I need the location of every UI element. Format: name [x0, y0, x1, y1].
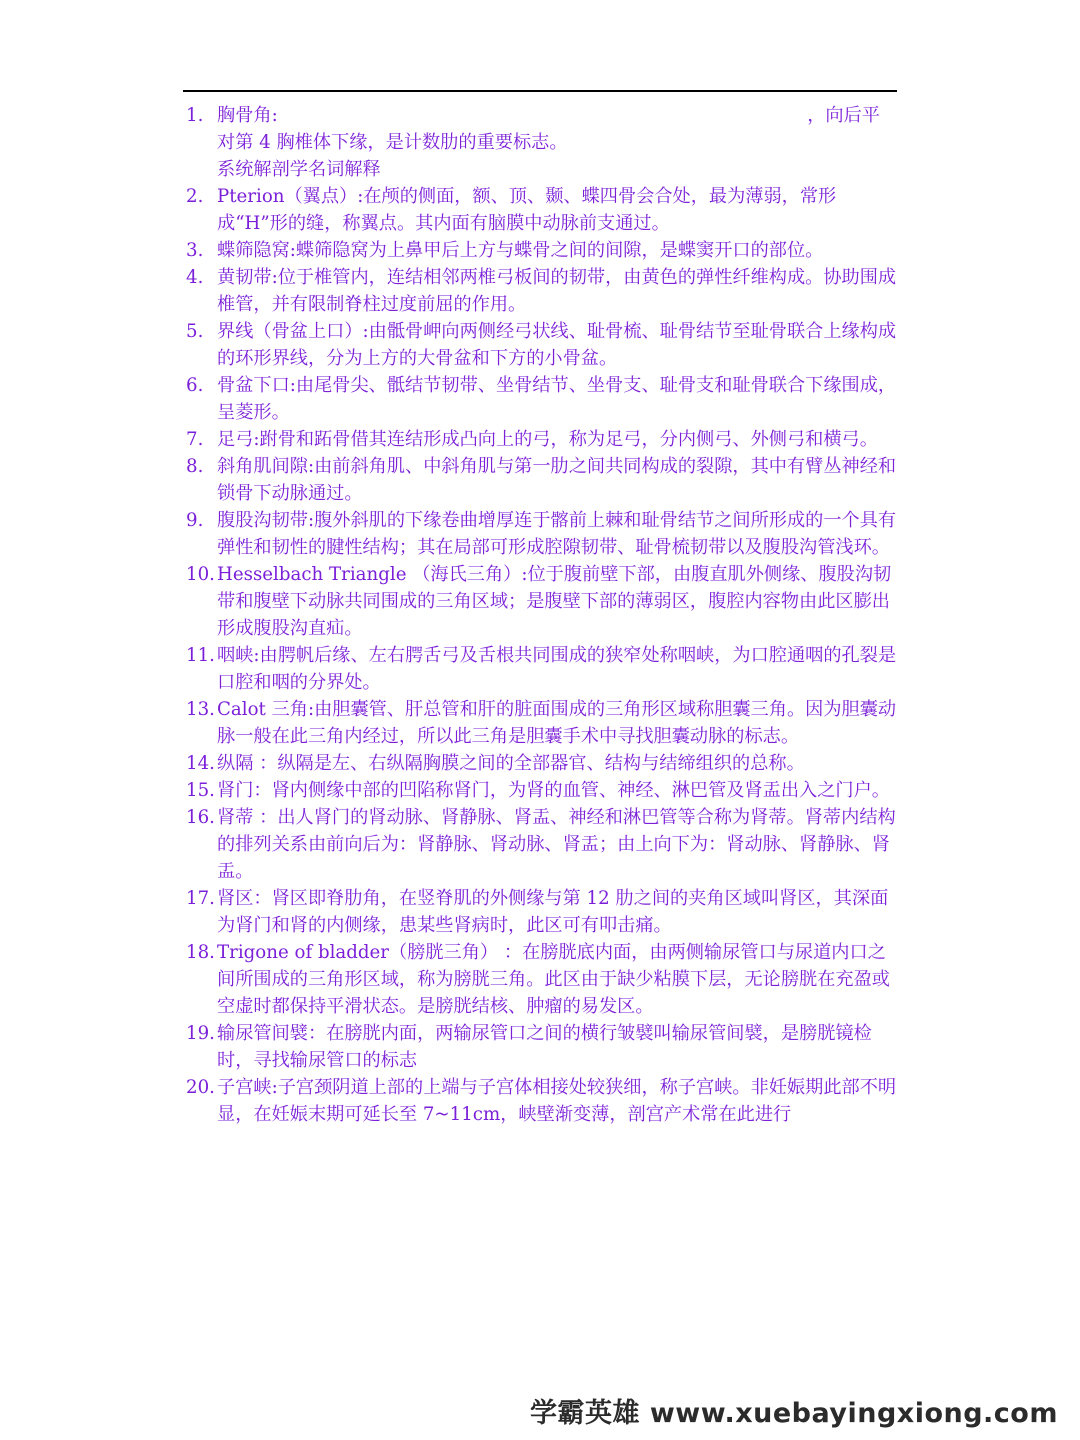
entry-number: 20.	[186, 1077, 215, 1098]
list-item	[186, 372, 898, 426]
list-item	[186, 885, 898, 939]
entry-text: Hesselbach Triangle （海氏三角）:位于腹前壁下部，由腹直肌外侧缘、腹股沟韧带和腹壁下动脉共同围成的三角区域；是腹壁下部的薄弱区，腹腔内容物由此区膨出形成腹股沟直疝。	[217, 564, 892, 639]
entry-number: 5.	[186, 321, 204, 342]
entry-text: 蝶筛隐窝:蝶筛隐窝为上鼻甲后上方与蝶骨之间的间隙，是蝶窦开口的部位。	[217, 240, 824, 261]
entry-number: 15.	[186, 780, 215, 801]
entry-number: 9.	[186, 510, 204, 531]
entry-number: 16.	[186, 807, 215, 828]
entry-term: 胸骨角:	[217, 105, 278, 126]
list-item	[186, 939, 898, 1020]
entry-number: 7.	[186, 429, 204, 450]
entry-number: 13.	[186, 699, 215, 720]
entry-text: Calot 三角:由胆囊管、肝总管和肝的脏面围成的三角形区域称胆囊三角。因为胆囊动脉一般在此三角内经过，所以此三角是胆囊手术中寻找胆囊动脉的标志。	[217, 699, 897, 747]
list-item	[186, 183, 898, 237]
entry-number: 1.	[186, 105, 204, 126]
entry-number: 4.	[186, 267, 204, 288]
entry-number: 19.	[186, 1023, 215, 1044]
entry-number: 18.	[186, 942, 215, 963]
entry-list	[186, 183, 898, 1128]
list-item	[186, 642, 898, 696]
entry-1	[186, 102, 898, 156]
list-item	[186, 750, 898, 777]
document-body	[186, 102, 898, 1128]
list-item	[186, 318, 898, 372]
entry-text: Trigone of bladder（膀胱三角） ：在膀胱底内面，由两侧输尿管口与尿道内口之间所围成的三角形区域，称为膀胱三角。此区由于缺少粘膜下层，无论膀胱在充盈或空虚时都保持平滑状态。是膀胱结核、肿瘤的易发区。	[217, 942, 890, 1017]
entry-text: 咽峡:由腭帆后缘、左右腭舌弓及舌根共同围成的狭窄处称咽峡，为口腔通咽的孔裂是口腔和咽的分界处。	[217, 645, 897, 693]
section-title: 系统解剖学名词解释	[217, 159, 381, 180]
list-item	[186, 507, 898, 561]
header-rule	[183, 90, 897, 92]
list-item	[186, 696, 898, 750]
list-item	[186, 804, 898, 885]
entry-text: 足弓:跗骨和跖骨借其连结形成凸向上的弓，称为足弓，分内侧弓、外侧弓和横弓。	[217, 429, 878, 450]
entry-text: 腹股沟韧带:腹外斜肌的下缘卷曲增厚连于髂前上棘和耻骨结节之间所形成的一个具有弹性和韧性的腱性结构；其在局部可形成腔隙韧带、耻骨梳韧带以及腹股沟管浅环。	[217, 510, 897, 558]
entry-number: 3.	[186, 240, 204, 261]
entry-tail: ，向后平	[807, 105, 880, 126]
list-item	[186, 237, 898, 264]
entry-continuation: 对第 4 胸椎体下缘，是计数肋的重要标志。	[217, 132, 568, 153]
list-item	[186, 561, 898, 642]
entry-text: 肾蒂 ：出人肾门的肾动脉、肾静脉、肾盂、神经和淋巴管等合称为肾蒂。肾蒂内结构的排列关系由前向后为：肾静脉、肾动脉、肾盂；由上向下为：肾动脉、肾静脉、肾盂。	[217, 807, 896, 882]
list-item	[186, 777, 898, 804]
entry-number: 11.	[186, 645, 215, 666]
entry-text: 输尿管间襞：在膀胱内面，两输尿管口之间的横行皱襞叫输尿管间襞，是膀胱镜检时，寻找输尿管口的标志	[217, 1023, 872, 1071]
entry-text: 肾区：肾区即脊肋角，在竖脊肌的外侧缘与第 12 肋之间的夹角区域叫肾区，其深面为肾门和肾的内侧缘，患某些肾病时，此区可有叩击痛。	[217, 888, 889, 936]
entry-text: 骨盆下口:由尾骨尖、骶结节韧带、坐骨结节、坐骨支、耻骨支和耻骨联合下缘围成，呈菱形。	[217, 375, 897, 423]
list-item	[186, 453, 898, 507]
entry-number: 6.	[186, 375, 204, 396]
list-item	[186, 1020, 898, 1074]
entry-text: 子宫峡:子宫颈阴道上部的上端与子宫体相接处较狭细，称子宫峡。非妊娠期此部不明显，在妊娠末期可延长至 7~11cm，峡壁渐变薄，剖宫产术常在此进行	[217, 1077, 897, 1125]
entry-text: 纵隔 ：纵隔是左、右纵隔胸膜之间的全部器官、结构与结缔组织的总称。	[217, 753, 805, 774]
list-item	[186, 264, 898, 318]
entry-number: 8.	[186, 456, 204, 477]
entry-text: 界线（骨盆上口）:由骶骨岬向两侧经弓状线、耻骨梳、耻骨结节至耻骨联合上缘构成的环形界线，分为上方的大骨盆和下方的小骨盆。	[217, 321, 897, 369]
site-watermark: 学霸英雄 www.xuebayingxiong.com	[529, 1398, 1058, 1429]
entry-number: 17.	[186, 888, 215, 909]
entry-text: 肾门：肾内侧缘中部的凹陷称肾门，为肾的血管、神经、淋巴管及肾盂出入之门户。	[217, 780, 890, 801]
entry-text: 斜角肌间隙:由前斜角肌、中斜角肌与第一肋之间共同构成的裂隙，其中有臂丛神经和锁骨下动脉通过。	[217, 456, 897, 504]
entry-number: 2.	[186, 186, 204, 207]
entry-number: 10.	[186, 564, 215, 585]
entry-text: Pterion（翼点）:在颅的侧面，额、顶、颞、蝶四骨会合处，最为薄弱，常形成“H”形的缝，称翼点。其内面有脑膜中动脉前支通过。	[217, 186, 837, 234]
entry-number: 14.	[186, 753, 215, 774]
list-item	[186, 426, 898, 453]
entry-text: 黄韧带:位于椎管内，连结相邻两椎弓板间的韧带，由黄色的弹性纤维构成。协助围成椎管，并有限制脊柱过度前屈的作用。	[217, 267, 897, 315]
list-item	[186, 1074, 898, 1128]
